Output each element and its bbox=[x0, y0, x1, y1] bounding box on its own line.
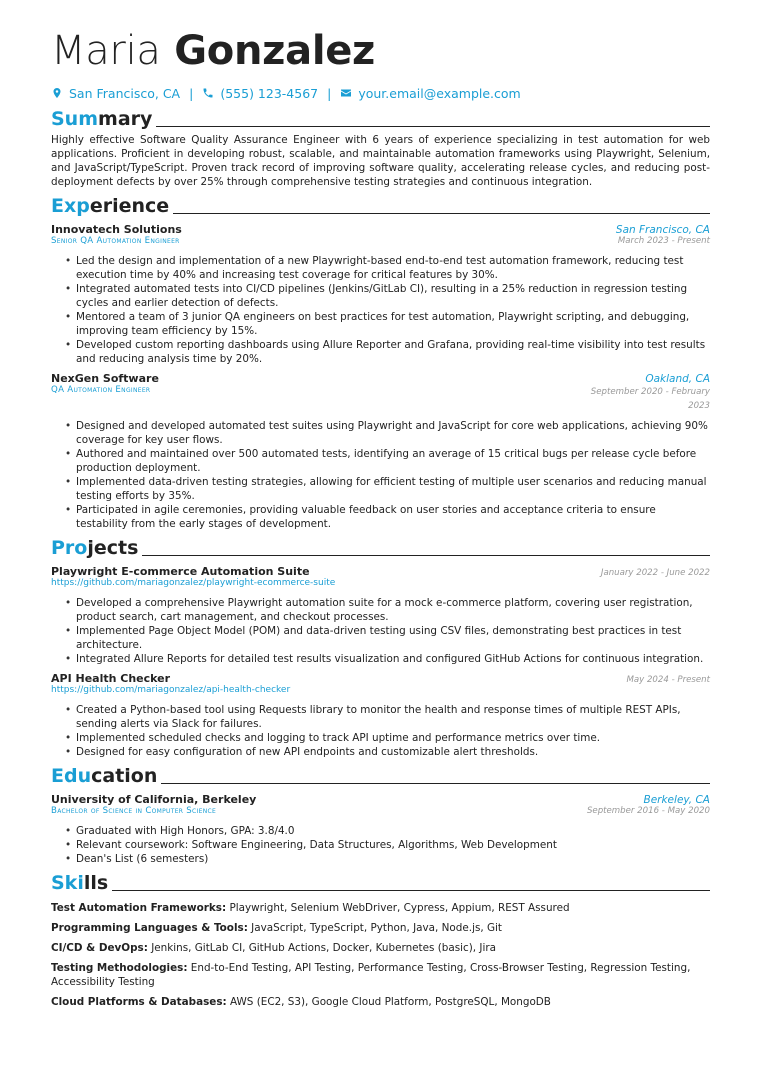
title-rest: jects bbox=[87, 537, 139, 559]
education-dates: September 2016 - May 2020 bbox=[586, 806, 710, 816]
skill-value: JavaScript, TypeScript, Python, Java, Node.js, Git bbox=[251, 922, 502, 934]
project-link[interactable]: https://github.com/mariagonzalez/api-health-checker bbox=[51, 685, 291, 695]
bullet-item: • Developed a comprehensive Playwright automation suite for a mock e-commerce platform, covering user registration, product search, cart management, and checkout processes. bbox=[76, 596, 710, 624]
section-title bbox=[51, 537, 138, 559]
section-rule bbox=[156, 126, 710, 127]
map-marker-icon bbox=[51, 87, 63, 99]
skill-label: CI/CD & DevOps: bbox=[51, 942, 148, 954]
bullet-item: • Integrated automated tests into CI/CD pipelines (Jenkins/GitLab CI), resulting in a 25% reduction in regression testing cycles and earlier detection of defects. bbox=[76, 282, 710, 310]
last-name: Gonzalez bbox=[174, 28, 376, 74]
skill-value: AWS (EC2, S3), Google Cloud Platform, PostgreSQL, MongoDB bbox=[229, 996, 551, 1008]
envelope-icon bbox=[340, 87, 352, 99]
school-name: University of California, Berkeley bbox=[51, 793, 257, 806]
section-title bbox=[51, 872, 108, 894]
skill-label: Programming Languages & Tools: bbox=[51, 922, 248, 934]
skill-label: Testing Methodologies: bbox=[51, 962, 188, 974]
company-name: NexGen Software bbox=[51, 372, 159, 385]
section-title bbox=[51, 765, 157, 787]
summary-text: Highly effective Software Quality Assurance Engineer with 6 years of experience specializing in test automation for web applications. Proficient in developing robust, scalable, and maintainable automation frameworks using Playwright, Selenium, and JavaScript/TypeScript. Proven track record of improving software quality, accelerating release cycles, and reducing post-deployment defects by over 25% through comprehensive testing strategies and continuous integration. bbox=[51, 134, 710, 188]
project-entry bbox=[51, 672, 710, 759]
title-accent: Exp bbox=[51, 195, 90, 217]
bullet-item: • Graduated with High Honors, GPA: 3.8/4.0 bbox=[76, 824, 710, 838]
education-heading bbox=[51, 765, 710, 787]
bullet-item: • Designed and developed automated test suites using Playwright and JavaScript for core web applications, achieving 90% coverage for key user flows. bbox=[76, 419, 710, 447]
job-role: Senior QA Automation Engineer bbox=[51, 236, 180, 246]
bullet-item: • Led the design and implementation of a new Playwright-based end-to-end test automation framework, reducing test execution time by 40% and increasing test coverage for critical features by 30%. bbox=[76, 254, 710, 282]
project-name: API Health Checker bbox=[51, 672, 171, 685]
projects-heading bbox=[51, 537, 710, 559]
title-accent: Pro bbox=[51, 537, 88, 559]
contact-location bbox=[51, 86, 180, 101]
project-name: Playwright E-commerce Automation Suite bbox=[51, 565, 310, 578]
bullet-item: • Implemented data-driven testing strategies, allowing for efficient testing of multiple user scenarios and reducing manual testing efforts by 35%. bbox=[76, 475, 710, 503]
job-dates: March 2023 - Present bbox=[617, 236, 710, 246]
candidate-name bbox=[51, 28, 710, 74]
project-entry bbox=[51, 565, 710, 666]
job-location: Oakland, CA bbox=[645, 373, 710, 385]
degree: Bachelor of Science in Computer Science bbox=[51, 806, 217, 816]
project-bullets bbox=[51, 703, 710, 759]
bullet-item: • Participated in agile ceremonies, providing valuable feedback on user stories and acceptance criteria to ensure testability from the early stages of development. bbox=[76, 503, 710, 531]
contact-email[interactable] bbox=[340, 86, 520, 101]
experience-heading bbox=[51, 195, 710, 217]
project-link[interactable]: https://github.com/mariagonzalez/playwright-ecommerce-suite bbox=[51, 578, 336, 588]
bullet-item: • Authored and maintained over 500 automated tests, identifying an average of 15 critical bugs per release cycle before production deployment. bbox=[76, 447, 710, 475]
company-name: Innovatech Solutions bbox=[51, 223, 182, 236]
contact-separator: | bbox=[189, 85, 194, 101]
bullet-item: • Mentored a team of 3 junior QA engineers on best practices for test automation, Playwright scripting, and debugging, improving team efficiency by 15%. bbox=[76, 310, 710, 338]
skills-heading bbox=[51, 872, 710, 894]
title-rest: cation bbox=[91, 765, 158, 787]
section-rule bbox=[173, 213, 710, 214]
bullet-item: • Developed custom reporting dashboards using Allure Reporter and Grafana, providing real-time visibility into test results and reducing analysis time by 20%. bbox=[76, 338, 710, 366]
skill-value: Jenkins, GitLab CI, GitHub Actions, Docker, Kubernetes (basic), Jira bbox=[151, 942, 497, 954]
bullet-item: • Created a Python-based tool using Requests library to monitor the health and response times of multiple REST APIs, sending alerts via Slack for failures. bbox=[76, 703, 710, 731]
summary-heading bbox=[51, 108, 710, 130]
skill-label: Cloud Platforms & Databases: bbox=[51, 996, 227, 1008]
contact-phone[interactable] bbox=[202, 86, 318, 101]
section-title bbox=[51, 195, 169, 217]
section-rule bbox=[161, 783, 710, 784]
email-text: your.email@example.com bbox=[358, 85, 521, 101]
job-bullets bbox=[51, 419, 710, 531]
phone-text: (555) 123-4567 bbox=[220, 85, 319, 101]
project-dates: May 2024 - Present bbox=[626, 675, 710, 685]
title-rest: mary bbox=[98, 108, 153, 130]
skill-line bbox=[51, 995, 710, 1009]
job-entry bbox=[51, 372, 710, 531]
job-location: San Francisco, CA bbox=[615, 224, 710, 236]
location-text: San Francisco, CA bbox=[69, 85, 181, 101]
bullet-item: • Dean's List (6 semesters) bbox=[76, 852, 710, 866]
bullet-item: • Integrated Allure Reports for detailed test results visualization and configured GitHub Actions for continuous integration. bbox=[76, 652, 710, 666]
bullet-item: • Relevant coursework: Software Engineering, Data Structures, Algorithms, Web Development bbox=[76, 838, 710, 852]
project-dates: January 2022 - June 2022 bbox=[600, 568, 710, 578]
first-name: Maria bbox=[51, 28, 161, 74]
skill-line bbox=[51, 901, 710, 915]
section-rule bbox=[142, 555, 710, 556]
bullet-item: • Designed for easy configuration of new API endpoints and customizable alert thresholds. bbox=[76, 745, 710, 759]
contact-separator: | bbox=[327, 85, 332, 101]
skill-value: End-to-End Testing, API Testing, Performance Testing, Cross-Browser Testing, Regression Testing, Accessibility Testing bbox=[51, 962, 691, 988]
job-role: QA Automation Engineer bbox=[51, 385, 151, 395]
job-bullets bbox=[51, 254, 710, 366]
title-accent: Sum bbox=[51, 108, 99, 130]
job-entry bbox=[51, 223, 710, 366]
skill-value: Playwright, Selenium WebDriver, Cypress, Appium, REST Assured bbox=[229, 902, 570, 914]
job-dates: September 2020 - February 2023 bbox=[590, 387, 710, 411]
phone-icon bbox=[202, 87, 214, 99]
project-bullets bbox=[51, 596, 710, 666]
bullet-item: • Implemented Page Object Model (POM) and data-driven testing using CSV files, demonstrating best practices in test architecture. bbox=[76, 624, 710, 652]
title-rest: lls bbox=[83, 872, 109, 894]
title-rest: erience bbox=[89, 195, 170, 217]
section-title bbox=[51, 108, 152, 130]
skill-label: Test Automation Frameworks: bbox=[51, 902, 227, 914]
title-accent: Edu bbox=[51, 765, 92, 787]
section-rule bbox=[112, 890, 710, 891]
bullet-item: • Implemented scheduled checks and logging to track API uptime and performance metrics over time. bbox=[76, 731, 710, 745]
title-accent: Ski bbox=[51, 872, 84, 894]
education-entry bbox=[51, 793, 710, 866]
contact-bar bbox=[51, 84, 710, 102]
skill-line bbox=[51, 941, 710, 955]
education-bullets bbox=[51, 824, 710, 866]
skill-line bbox=[51, 921, 710, 935]
skill-line bbox=[51, 961, 710, 989]
school-location: Berkeley, CA bbox=[643, 794, 710, 806]
